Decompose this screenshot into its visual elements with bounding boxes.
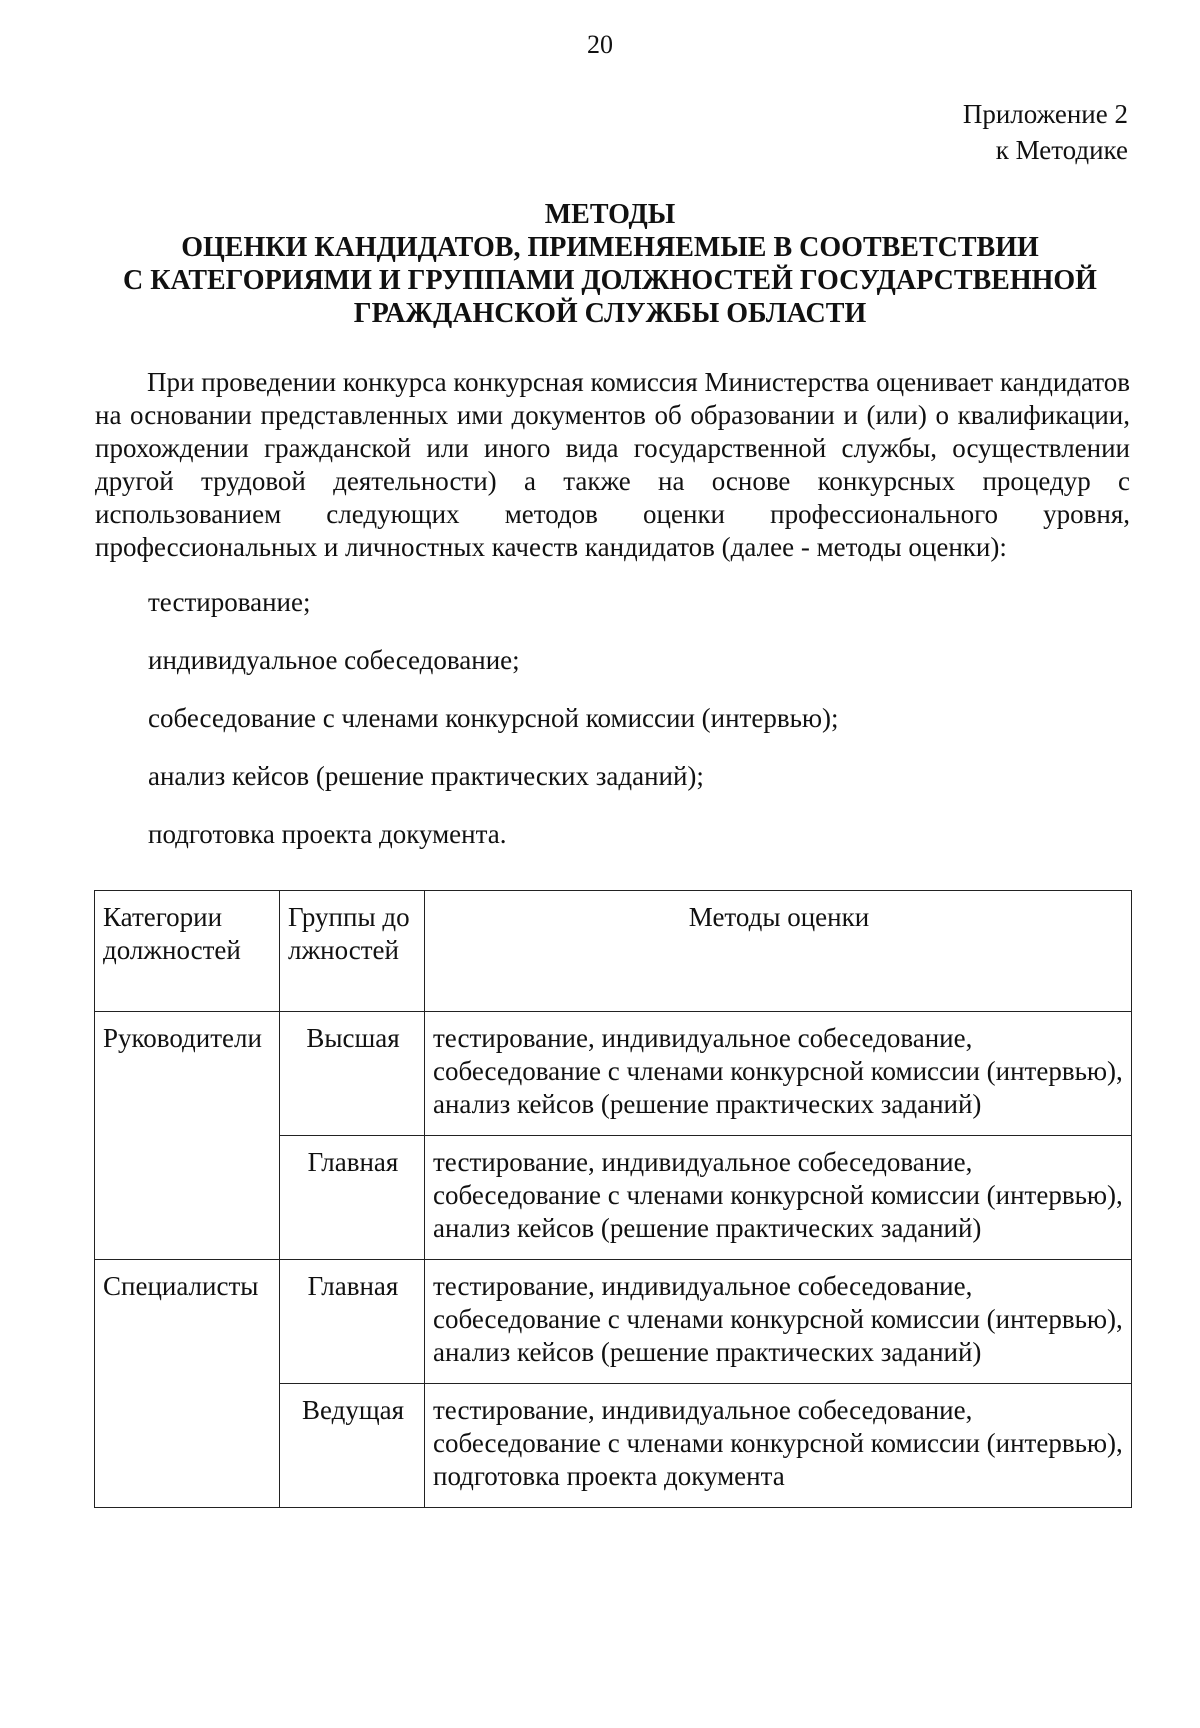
table-row: [95, 1260, 1132, 1384]
header-groups: Группы должностей: [280, 891, 425, 1012]
title-line-2: ОЦЕНКИ КАНДИДАТОВ, ПРИМЕНЯЕМЫЕ В СООТВЕТСТВИИ: [181, 232, 1039, 263]
title-line-4: ГРАЖДАНСКОЙ СЛУЖБЫ ОБЛАСТИ: [353, 298, 867, 329]
methods-cell: тестирование, индивидуальное собеседование, собеседование с членами конкурсной комиссии (интервью), анализ кейсов (решение практических заданий): [425, 1136, 1132, 1260]
method-item: подготовка проекта документа.: [148, 819, 507, 849]
appendix-line-1: Приложение 2: [962, 99, 1128, 129]
document-title: [60, 198, 1160, 330]
appendix-line-2: к Методике: [995, 135, 1128, 165]
group-cell: Ведущая: [280, 1384, 425, 1508]
title-line-1: МЕТОДЫ: [544, 199, 676, 230]
group-cell: Высшая: [280, 1012, 425, 1136]
methods-cell: тестирование, индивидуальное собеседование, собеседование с членами конкурсной комиссии (интервью), анализ кейсов (решение практических заданий): [425, 1012, 1132, 1136]
group-cell: Главная: [280, 1260, 425, 1384]
evaluation-methods-table: [94, 890, 1132, 1508]
page-number: 20: [587, 30, 613, 59]
appendix-label: [963, 96, 1128, 168]
header-categories: Категории должностей: [95, 891, 280, 1012]
header-methods: Методы оценки: [425, 891, 1132, 1012]
table-header-row: [95, 891, 1132, 1012]
methods-cell: тестирование, индивидуальное собеседование, собеседование с членами конкурсной комиссии (интервью), подготовка проекта документа: [425, 1384, 1132, 1508]
method-item: индивидуальное собеседование;: [148, 645, 520, 675]
methods-cell: тестирование, индивидуальное собеседование, собеседование с членами конкурсной комиссии (интервью), анализ кейсов (решение практических заданий): [425, 1260, 1132, 1384]
method-item: тестирование;: [148, 587, 311, 617]
method-item: анализ кейсов (решение практических заданий);: [148, 761, 704, 791]
category-cell: Специалисты: [95, 1260, 280, 1508]
group-cell: Главная: [280, 1136, 425, 1260]
methods-list: [148, 586, 839, 876]
intro-paragraph: При проведении конкурса конкурсная комиссия Министерства оценивает кандидатов на основании представленных ими документов об образовании и (или) о квалификации, прохождении гражданской или иного вида государственной службы, осуществлении другой трудовой деятельности) а также на основе конкурсных процедур с использованием следующих методов оценки профессионального уровня, профессиональных и личностных качеств кандидатов (далее - методы оценки):: [95, 367, 1130, 562]
table-row: [95, 1012, 1132, 1136]
title-line-3: С КАТЕГОРИЯМИ И ГРУППАМИ ДОЛЖНОСТЕЙ ГОСУДАРСТВЕННОЙ: [123, 265, 1097, 296]
method-item: собеседование с членами конкурсной комиссии (интервью);: [148, 703, 839, 733]
category-cell: Руководители: [95, 1012, 280, 1260]
